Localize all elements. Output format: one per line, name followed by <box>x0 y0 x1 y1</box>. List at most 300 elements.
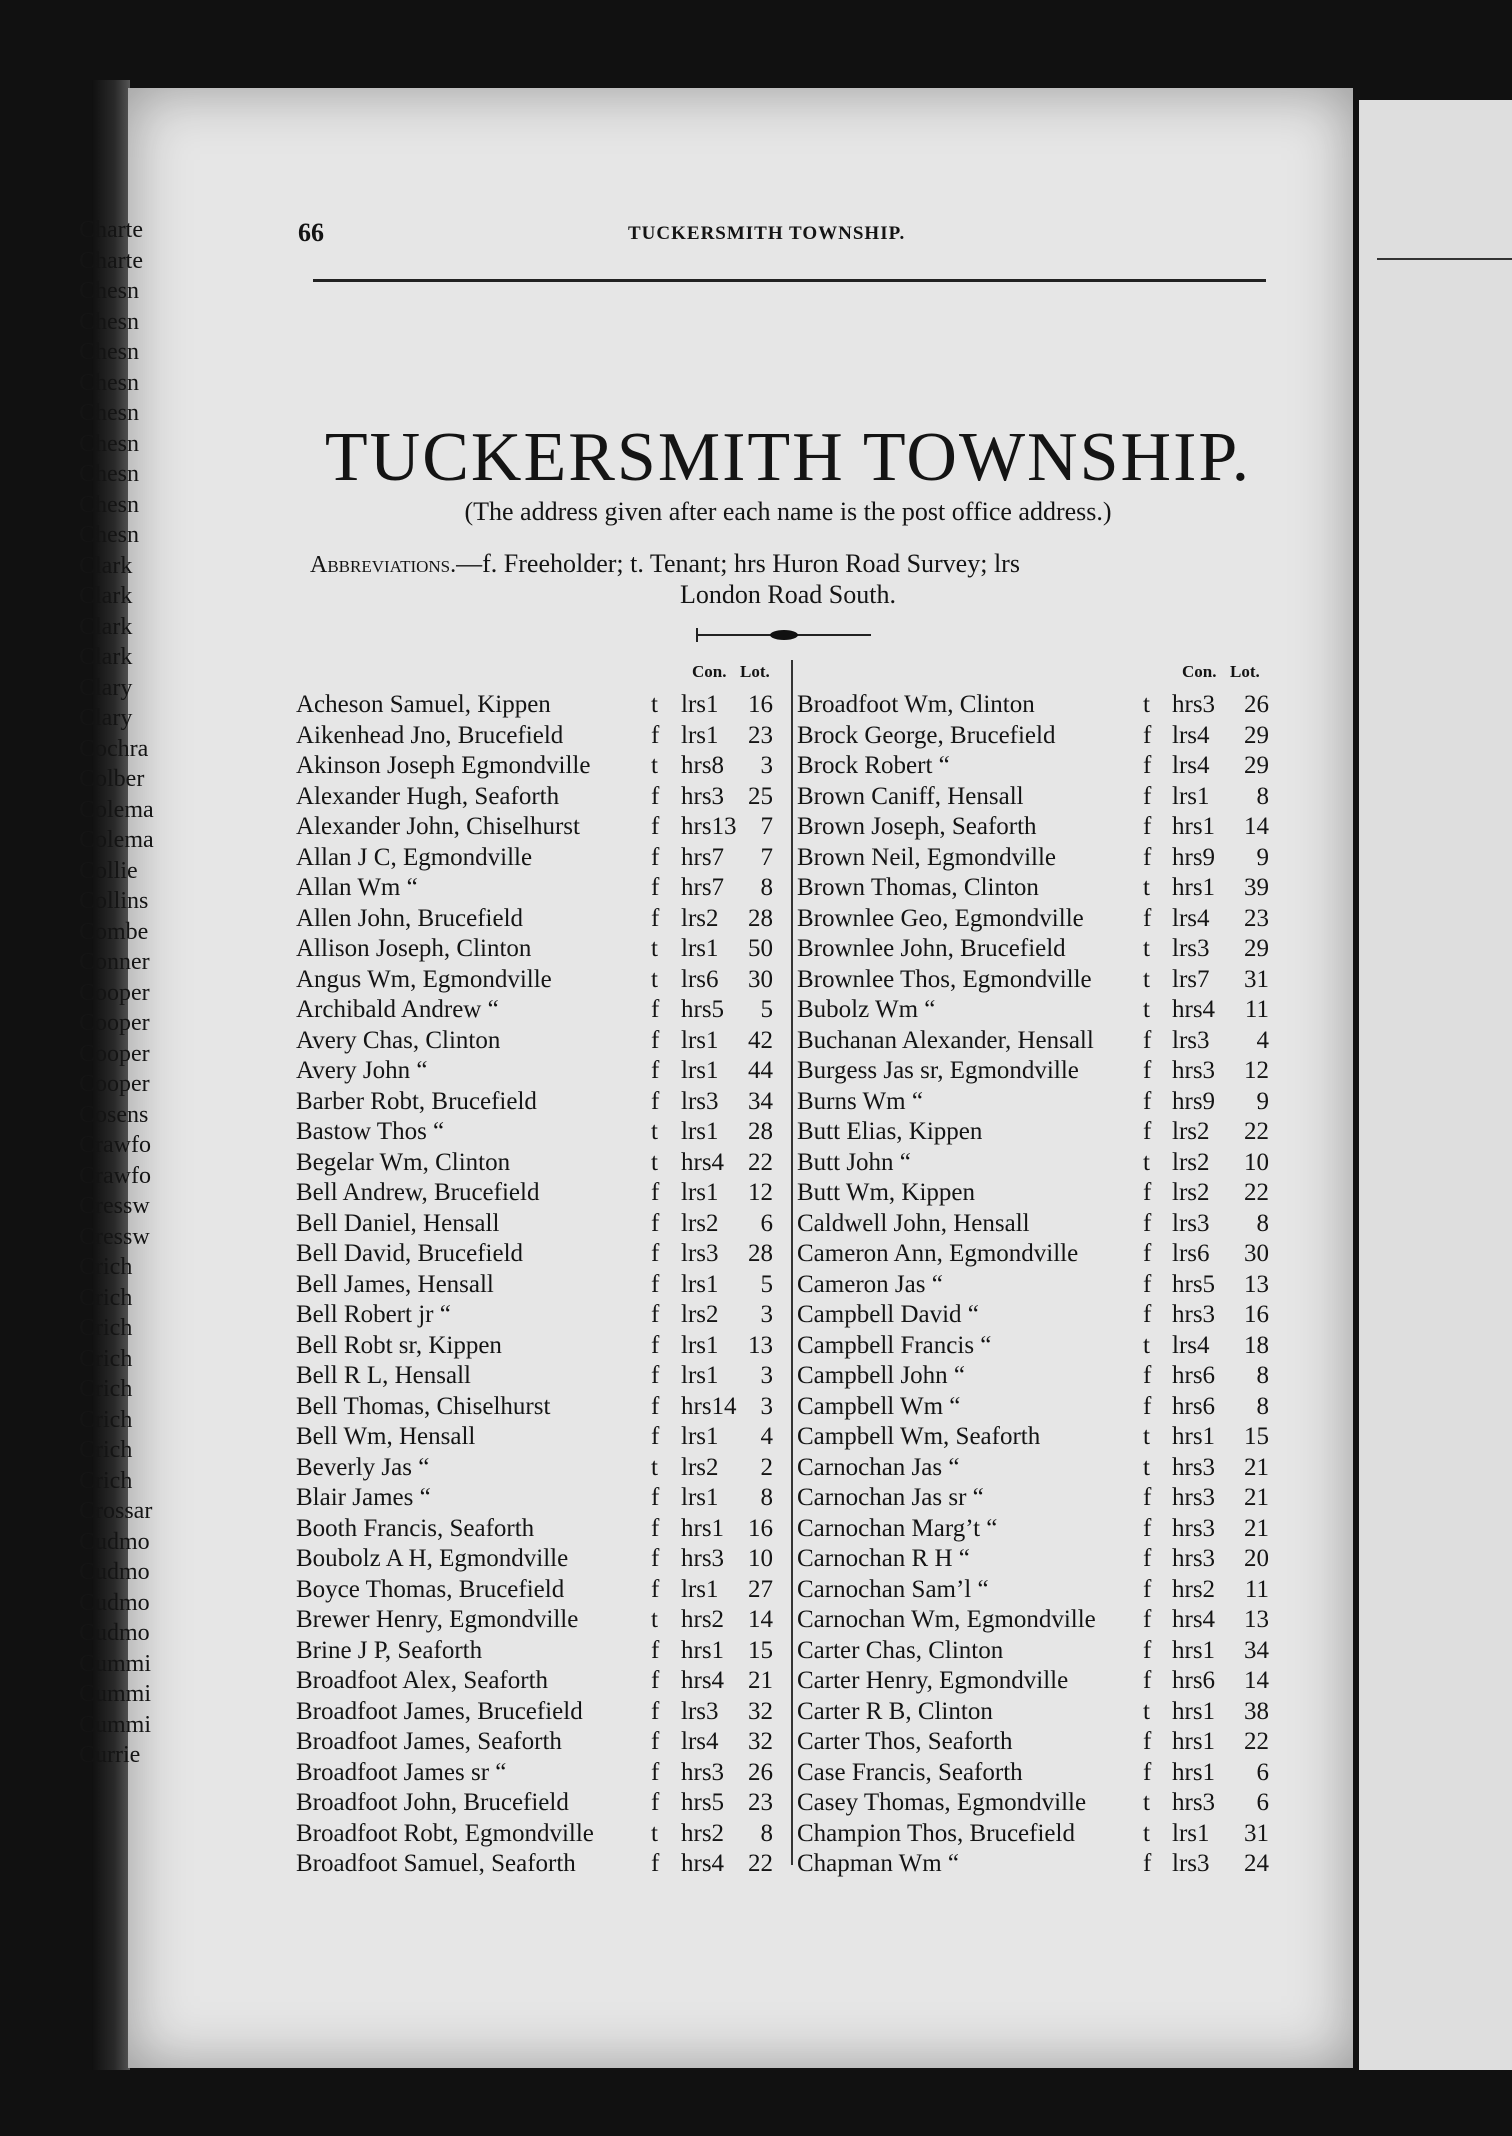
entry-lot: 26 <box>748 1758 773 1786</box>
entry-lot: 23 <box>748 721 773 749</box>
entry-name: Campbell John “ <box>797 1362 966 1389</box>
entry-status: t <box>1143 1453 1150 1481</box>
facing-page-name: Crich <box>79 1406 133 1433</box>
entry-lot: 4 <box>1256 1026 1269 1054</box>
entry-concession: hrs14 <box>681 1392 737 1420</box>
entry-status: f <box>651 1484 660 1511</box>
divider-ornament <box>693 625 875 645</box>
facing-page-name: Crich <box>79 1315 133 1341</box>
entry-concession: lrs6 <box>681 965 719 993</box>
directory-entry <box>797 965 1277 996</box>
entry-concession: hrs3 <box>681 782 725 810</box>
entry-lot: 22 <box>748 1850 773 1877</box>
entry-concession: hrs6 <box>1172 1362 1216 1389</box>
entry-status: f <box>651 1728 660 1755</box>
directory-entry <box>797 1697 1277 1728</box>
directory-entry <box>296 1483 776 1514</box>
entry-concession: lrs2 <box>1172 1148 1210 1176</box>
facing-page-name: Crich <box>79 1376 133 1402</box>
entry-concession: lrs2 <box>681 1209 719 1237</box>
facing-page-name: Collins <box>79 888 149 914</box>
entry-name: Broadfoot Wm, Clinton <box>797 691 1035 718</box>
entry-concession: hrs4 <box>1172 996 1216 1023</box>
entry-lot: 10 <box>1244 1148 1269 1176</box>
entry-lot: 22 <box>1244 1179 1269 1206</box>
entry-lot: 20 <box>1244 1545 1269 1572</box>
entry-status: t <box>651 1453 658 1481</box>
directory-entry <box>797 934 1277 965</box>
entry-lot: 21 <box>748 1667 773 1694</box>
entry-status: f <box>1143 1636 1152 1664</box>
entry-lot: 27 <box>748 1575 773 1603</box>
entry-lot: 8 <box>1256 1209 1269 1237</box>
entry-name: Carnochan Sam’l “ <box>797 1575 989 1603</box>
directory-entry <box>296 1026 776 1057</box>
directory-entry <box>797 1239 1277 1270</box>
directory-entry <box>296 1239 776 1270</box>
directory-entry <box>797 1849 1277 1880</box>
entry-lot: 8 <box>760 1484 773 1511</box>
entry-lot: 30 <box>1244 1240 1269 1267</box>
entry-name: Brown Caniff, Hensall <box>797 782 1024 810</box>
facing-page-name: Crawfo <box>79 1162 151 1189</box>
directory-entry <box>797 1453 1277 1484</box>
directory-entry <box>797 1148 1277 1179</box>
directory-entry <box>797 1575 1277 1606</box>
facing-page-name: Cooper <box>79 1071 150 1097</box>
entry-name: Case Francis, Seaforth <box>797 1758 1023 1786</box>
entry-concession: hrs1 <box>1172 1636 1216 1664</box>
entry-lot: 30 <box>748 965 773 993</box>
facing-page-name: Chesn <box>79 278 139 304</box>
entry-lot: 3 <box>760 1301 773 1328</box>
entry-name: Campbell David “ <box>797 1301 979 1328</box>
entry-concession: lrs3 <box>681 1087 719 1115</box>
facing-page-name: Chesn <box>79 430 139 457</box>
directory-entry <box>296 1453 776 1484</box>
entry-concession: hrs5 <box>681 996 725 1023</box>
entry-lot: 6 <box>1256 1758 1269 1786</box>
entry-concession: hrs7 <box>681 843 725 871</box>
entry-concession: hrs5 <box>681 1789 725 1816</box>
entry-status: f <box>651 782 660 810</box>
facing-page-name: Colema <box>79 796 154 823</box>
entry-concession: hrs3 <box>1172 1484 1216 1511</box>
entry-status: f <box>1143 1270 1152 1298</box>
entry-concession: hrs4 <box>1172 1606 1216 1633</box>
page-number: 66 <box>298 218 324 247</box>
entry-name: Brine J P, Seaforth <box>296 1636 483 1664</box>
entry-concession: hrs3 <box>1172 1514 1216 1542</box>
entry-status: f <box>651 1209 660 1237</box>
directory-entry <box>296 1209 776 1240</box>
entry-name: Carter Thos, Seaforth <box>797 1728 1013 1755</box>
directory-entry <box>797 1087 1277 1118</box>
entry-name: Bastow Thos “ <box>296 1118 445 1145</box>
entry-lot: 12 <box>1244 1057 1269 1084</box>
directory-entry <box>797 1422 1277 1453</box>
entry-concession: lrs4 <box>1172 721 1210 749</box>
entry-name: Chapman Wm “ <box>797 1850 959 1877</box>
facing-page-name: Crich <box>79 1345 133 1372</box>
entry-status: f <box>651 1545 660 1572</box>
facing-page-name: Clark <box>79 644 133 670</box>
entry-name: Campbell Wm “ <box>797 1392 961 1420</box>
right-lot-header: Lot. <box>1230 662 1260 681</box>
entry-lot: 44 <box>748 1057 773 1084</box>
directory-entry <box>797 1727 1277 1758</box>
entry-lot: 16 <box>748 1514 773 1542</box>
directory-entry <box>296 995 776 1026</box>
entry-status: f <box>651 1667 660 1694</box>
entry-status: t <box>1143 1697 1150 1725</box>
entry-lot: 22 <box>1244 1118 1269 1145</box>
entry-status: f <box>651 1636 660 1664</box>
entry-status: f <box>1143 1179 1152 1206</box>
entry-status: t <box>1143 1789 1150 1816</box>
entry-concession: lrs1 <box>681 1118 719 1145</box>
entry-lot: 28 <box>748 1240 773 1267</box>
abbreviations-line <box>310 549 1280 580</box>
entry-concession: lrs1 <box>681 1362 719 1389</box>
entry-lot: 22 <box>1244 1728 1269 1755</box>
directory-entry <box>296 1727 776 1758</box>
entry-name: Caldwell John, Hensall <box>797 1209 1030 1237</box>
entry-status: f <box>1143 1850 1152 1877</box>
entry-name: Acheson Samuel, Kippen <box>296 691 551 718</box>
directory-entry <box>296 1178 776 1209</box>
entry-status: f <box>651 1087 660 1115</box>
entry-concession: lrs2 <box>681 904 719 932</box>
header-rule <box>313 279 1266 282</box>
directory-entry <box>296 1575 776 1606</box>
entry-lot: 9 <box>1256 1087 1269 1115</box>
entry-lot: 13 <box>1244 1606 1269 1633</box>
entry-concession: lrs3 <box>681 1240 719 1267</box>
entry-status: f <box>1143 1240 1152 1267</box>
entry-name: Bell Andrew, Brucefield <box>296 1179 540 1206</box>
entry-concession: lrs7 <box>1172 965 1210 993</box>
entry-name: Boubolz A H, Egmondville <box>296 1545 569 1572</box>
entry-name: Cameron Jas “ <box>797 1270 943 1298</box>
entry-name: Angus Wm, Egmondville <box>296 965 552 993</box>
directory-entry <box>797 1483 1277 1514</box>
entry-concession: hrs6 <box>1172 1667 1216 1694</box>
entry-name: Broadfoot Alex, Seaforth <box>296 1667 549 1694</box>
facing-page-name: Colber <box>79 766 145 792</box>
directory-entry <box>797 1605 1277 1636</box>
entry-concession: hrs1 <box>1172 1697 1216 1725</box>
entry-lot: 39 <box>1244 874 1269 901</box>
entry-concession: lrs2 <box>1172 1118 1210 1145</box>
directory-entry <box>797 843 1277 874</box>
directory-entry <box>296 1666 776 1697</box>
entry-status: f <box>651 1057 660 1084</box>
right-con-header: Con. <box>1182 662 1217 681</box>
entry-lot: 25 <box>748 782 773 810</box>
facing-page-name: Crossar <box>79 1498 153 1524</box>
entry-name: Carter Henry, Egmondville <box>797 1667 1069 1694</box>
entry-lot: 6 <box>760 1209 773 1237</box>
entry-lot: 21 <box>1244 1484 1269 1511</box>
entry-status: f <box>651 1758 660 1786</box>
entry-name: Broadfoot James, Seaforth <box>296 1728 562 1755</box>
entry-concession: hrs13 <box>681 813 737 840</box>
facing-page-name: Cummi <box>79 1681 152 1707</box>
entry-concession: lrs4 <box>681 1728 719 1755</box>
entry-status: f <box>1143 1758 1152 1786</box>
entry-lot: 3 <box>760 752 773 779</box>
entry-concession: lrs3 <box>1172 1026 1210 1054</box>
entry-status: f <box>651 1514 660 1542</box>
directory-entry <box>296 1117 776 1148</box>
directory-entry <box>797 721 1277 752</box>
entry-name: Buchanan Alexander, Hensall <box>797 1026 1094 1054</box>
entry-name: Burns Wm “ <box>797 1087 923 1115</box>
directory-entry <box>296 1697 776 1728</box>
entry-status: f <box>1143 1057 1152 1084</box>
entry-status: f <box>1143 1545 1152 1572</box>
abbreviations-text: —f. Freeholder; t. Tenant; hrs Huron Road Survey; lrs <box>456 549 1020 578</box>
directory-entry <box>797 1758 1277 1789</box>
directory-entry <box>296 1849 776 1880</box>
entry-concession: lrs4 <box>1172 752 1210 779</box>
entry-status: t <box>1143 1148 1150 1176</box>
entry-lot: 23 <box>1244 904 1269 932</box>
entry-lot: 31 <box>1244 1819 1269 1847</box>
entry-concession: hrs9 <box>1172 1087 1216 1115</box>
facing-page-name: Cosens <box>79 1101 149 1128</box>
entry-lot: 8 <box>760 874 773 901</box>
entry-lot: 7 <box>760 813 773 840</box>
entry-lot: 23 <box>748 1789 773 1816</box>
entry-concession: hrs1 <box>1172 813 1216 840</box>
directory-entry <box>797 812 1277 843</box>
entry-name: Brock George, Brucefield <box>797 721 1056 749</box>
entry-concession: hrs3 <box>1172 1301 1216 1328</box>
entry-status: f <box>1143 1575 1152 1603</box>
facing-page-name: Clark <box>79 552 133 579</box>
entry-concession: hrs9 <box>1172 843 1216 871</box>
entry-concession: hrs1 <box>681 1514 725 1542</box>
entry-status: t <box>651 1118 658 1145</box>
entry-lot: 29 <box>1244 721 1269 749</box>
entry-status: f <box>651 1301 660 1328</box>
facing-page-name: Cressw <box>79 1223 150 1250</box>
entry-lot: 4 <box>760 1423 773 1450</box>
entry-lot: 5 <box>760 1270 773 1298</box>
entry-status: f <box>651 1179 660 1206</box>
entry-name: Broadfoot John, Brucefield <box>296 1789 569 1816</box>
entry-status: t <box>651 1148 658 1176</box>
entry-status: f <box>651 1697 660 1725</box>
facing-page-rule <box>1377 258 1512 260</box>
directory-entry <box>797 1056 1277 1087</box>
entry-concession: hrs3 <box>1172 691 1216 718</box>
facing-page-name: Cudmo <box>79 1528 150 1555</box>
entry-name: Bell Robert jr “ <box>296 1301 451 1328</box>
entry-status: f <box>651 1850 660 1877</box>
entry-name: Bell Daniel, Hensall <box>296 1209 500 1237</box>
left-lot-header: Lot. <box>740 662 770 681</box>
directory-entry <box>296 1788 776 1819</box>
entry-name: Brownlee Geo, Egmondville <box>797 904 1084 932</box>
entry-status: t <box>1143 1331 1150 1359</box>
entry-status: f <box>1143 1606 1152 1633</box>
entry-status: t <box>651 1606 658 1633</box>
directory-entry <box>296 1361 776 1392</box>
entry-status: f <box>651 1789 660 1816</box>
facing-page-name: Chesn <box>79 400 139 426</box>
running-title: TUCKERSMITH TOWNSHIP. <box>628 223 906 244</box>
entry-lot: 50 <box>748 935 773 962</box>
entry-lot: 28 <box>748 1118 773 1145</box>
entry-name: Campbell Francis “ <box>797 1331 992 1359</box>
entry-name: Casey Thomas, Egmondville <box>797 1789 1087 1816</box>
facing-page-name: Clark <box>79 613 133 640</box>
entry-lot: 38 <box>1244 1697 1269 1725</box>
facing-page-name: Collie <box>79 857 138 884</box>
entry-name: Brown Neil, Egmondville <box>797 843 1056 871</box>
entry-status: f <box>1143 904 1152 932</box>
facing-page-name: Crich <box>79 1467 133 1494</box>
directory-entry <box>797 1178 1277 1209</box>
directory-entry <box>797 1209 1277 1240</box>
entry-name: Archibald Andrew “ <box>296 996 499 1023</box>
entry-lot: 8 <box>1256 782 1269 810</box>
entry-concession: lrs1 <box>681 1331 719 1359</box>
entry-concession: lrs3 <box>1172 1850 1210 1877</box>
entry-status: f <box>651 1575 660 1603</box>
facing-page-name: Combe <box>79 918 149 945</box>
column-divider <box>791 660 793 1865</box>
entry-name: Allison Joseph, Clinton <box>296 935 532 962</box>
entry-lot: 26 <box>1244 691 1269 718</box>
entry-concession: hrs4 <box>681 1850 725 1877</box>
facing-page-name: Cressw <box>79 1193 150 1219</box>
entry-concession: hrs5 <box>1172 1270 1216 1298</box>
entry-status: f <box>1143 1392 1152 1420</box>
directory-entry <box>797 873 1277 904</box>
entry-concession: hrs3 <box>1172 1789 1216 1816</box>
page-title: TUCKERSMITH TOWNSHIP. <box>324 419 1252 496</box>
entry-lot: 10 <box>748 1545 773 1572</box>
entry-lot: 22 <box>748 1148 773 1176</box>
entry-concession: lrs1 <box>681 935 719 962</box>
entry-status: t <box>651 1819 658 1847</box>
entry-concession: hrs3 <box>681 1545 725 1572</box>
entry-name: Butt Elias, Kippen <box>797 1118 983 1145</box>
running-header <box>298 218 1268 254</box>
directory-entry <box>797 904 1277 935</box>
entry-status: f <box>1143 721 1152 749</box>
entry-lot: 7 <box>760 843 773 871</box>
entry-name: Carnochan Wm, Egmondville <box>797 1606 1096 1633</box>
entry-status: f <box>651 1362 660 1389</box>
entry-name: Barber Robt, Brucefield <box>296 1087 537 1115</box>
entry-lot: 15 <box>1244 1423 1269 1450</box>
entry-lot: 24 <box>1244 1850 1269 1877</box>
facing-page-name: Chesn <box>79 522 139 548</box>
entry-concession: lrs1 <box>681 1270 719 1298</box>
entry-name: Bubolz Wm “ <box>797 996 936 1023</box>
directory-entry <box>296 1300 776 1331</box>
entry-name: Bell James, Hensall <box>296 1270 494 1298</box>
facing-page-name: Cooper <box>79 1040 150 1067</box>
entry-name: Brewer Henry, Egmondville <box>296 1606 579 1633</box>
entry-concession: hrs4 <box>681 1148 725 1176</box>
entry-name: Bell Thomas, Chiselhurst <box>296 1392 551 1420</box>
entry-name: Burgess Jas sr, Egmondville <box>797 1057 1079 1084</box>
entry-lot: 21 <box>1244 1453 1269 1481</box>
entry-name: Champion Thos, Brucefield <box>797 1819 1075 1847</box>
directory-entry <box>296 1605 776 1636</box>
facing-page-name: Cooper <box>79 1010 150 1036</box>
entry-status: f <box>1143 752 1152 779</box>
facing-page-fragment <box>1353 100 1512 2070</box>
directory-entry <box>296 1331 776 1362</box>
directory-entry <box>797 1666 1277 1697</box>
entry-status: t <box>651 752 658 779</box>
facing-page-name: Cummi <box>79 1650 152 1677</box>
entry-status: t <box>651 691 658 718</box>
directory-entry <box>797 1026 1277 1057</box>
directory-entry <box>797 1788 1277 1819</box>
entry-name: Allan J C, Egmondville <box>296 843 533 871</box>
entry-name: Brown Joseph, Seaforth <box>797 813 1037 840</box>
entry-lot: 12 <box>748 1179 773 1206</box>
entry-concession: hrs8 <box>681 752 725 779</box>
directory-entry <box>296 721 776 752</box>
entry-lot: 3 <box>760 1362 773 1389</box>
entry-status: f <box>1143 1301 1152 1328</box>
entry-status: f <box>651 1331 660 1359</box>
facing-page-name: Charte <box>79 217 143 243</box>
entry-concession: hrs3 <box>1172 1545 1216 1572</box>
entry-lot: 16 <box>1244 1301 1269 1328</box>
facing-page-name: Cooper <box>79 979 150 1006</box>
entry-status: f <box>651 1423 660 1450</box>
facing-page-name-list <box>79 215 159 1771</box>
entry-lot: 11 <box>1244 1575 1269 1603</box>
left-directory-column <box>296 690 776 1880</box>
directory-entry <box>797 751 1277 782</box>
entry-status: f <box>1143 1728 1152 1755</box>
directory-entry <box>797 1117 1277 1148</box>
entry-lot: 13 <box>748 1331 773 1359</box>
entry-name: Carnochan R H “ <box>797 1545 970 1572</box>
entry-lot: 8 <box>760 1819 773 1847</box>
entry-status: f <box>1143 1667 1152 1694</box>
entry-lot: 34 <box>748 1087 773 1115</box>
facing-page-name: Cudmo <box>79 1620 150 1646</box>
entry-concession: hrs1 <box>681 1636 725 1664</box>
directory-entry <box>296 1514 776 1545</box>
entry-concession: lrs3 <box>1172 935 1210 962</box>
entry-name: Alexander John, Chiselhurst <box>296 813 580 840</box>
entry-status: t <box>1143 874 1150 901</box>
entry-concession: hrs6 <box>1172 1392 1216 1420</box>
entry-name: Brownlee Thos, Egmondville <box>797 965 1092 993</box>
facing-page-name: Clark <box>79 583 133 609</box>
facing-page-name: Crawfo <box>79 1132 151 1158</box>
entry-name: Carter Chas, Clinton <box>797 1636 1004 1664</box>
entry-lot: 42 <box>748 1026 773 1054</box>
entry-concession: lrs1 <box>681 1423 719 1450</box>
entry-name: Carnochan Jas sr “ <box>797 1484 984 1511</box>
entry-name: Brown Thomas, Clinton <box>797 874 1039 901</box>
entry-name: Brock Robert “ <box>797 752 950 779</box>
